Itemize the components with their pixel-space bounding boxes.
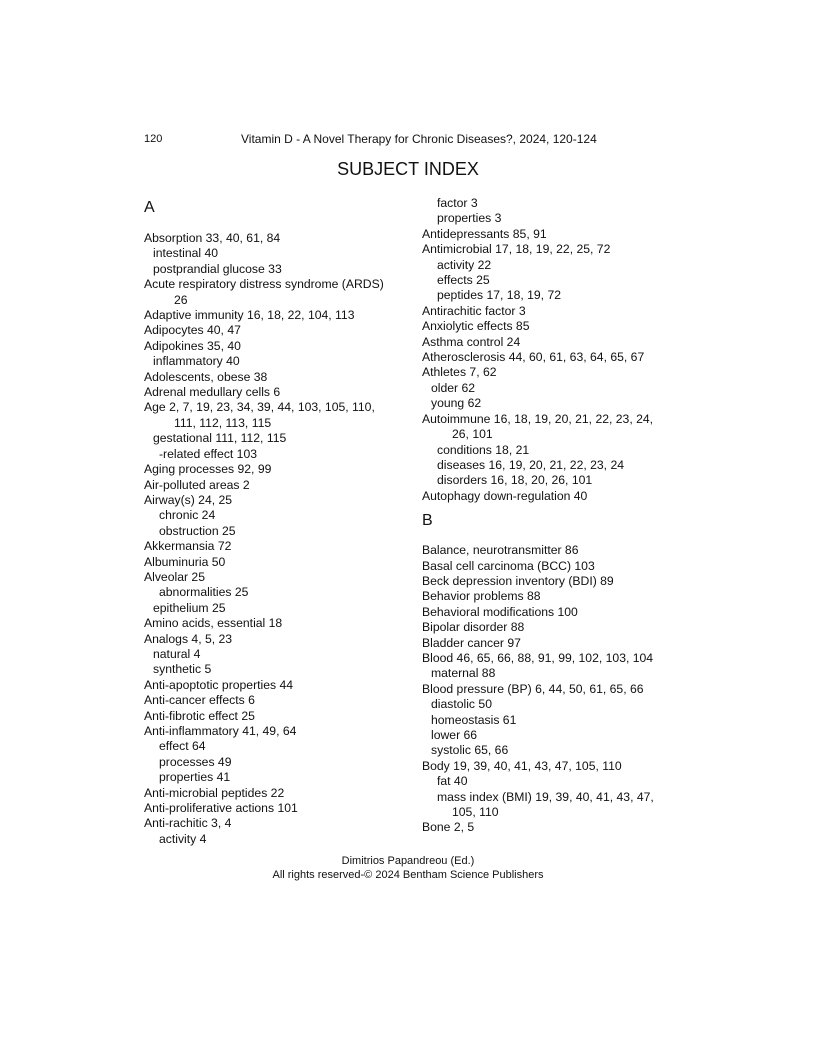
index-entry: Alveolar 25 (144, 569, 205, 584)
index-entry: Adolescents, obese 38 (144, 369, 268, 384)
index-entry: properties 3 (437, 211, 502, 226)
index-entry: Anxiolytic effects 85 (422, 319, 530, 334)
index-entry: postprandial glucose 33 (153, 261, 282, 276)
index-entry: Atherosclerosis 44, 60, 61, 63, 64, 65, 67 (422, 350, 645, 365)
index-entry: Aging processes 92, 99 (144, 462, 272, 477)
index-entry: Akkermansia 72 (144, 539, 232, 554)
footer-rights: All rights reserved-© 2024 Bentham Science Publishers (272, 869, 544, 881)
index-entry: epithelium 25 (153, 600, 226, 615)
page-number: 120 (144, 133, 163, 145)
index-entry: effects 25 (437, 273, 490, 288)
index-entry: diseases 16, 19, 20, 21, 22, 23, 24 (437, 457, 625, 472)
index-entry: Anti-rachitic 3, 4 (144, 816, 232, 831)
index-entry: homeostasis 61 (431, 712, 517, 727)
index-entry: fat 40 (437, 774, 468, 789)
index-entry: peptides 17, 18, 19, 72 (437, 288, 562, 303)
index-entry: mass index (BMI) 19, 39, 40, 41, 43, 47, (437, 789, 654, 804)
index-column-left (144, 196, 414, 847)
index-entry: Adrenal medullary cells 6 (144, 385, 281, 400)
index-entry: Antidepressants 85, 91 (422, 226, 547, 241)
index-entry: conditions 18, 21 (437, 442, 530, 457)
index-entry: activity 22 (437, 257, 492, 272)
index-entry: Athletes 7, 62 (422, 365, 497, 380)
index-entry: Antimicrobial 17, 18, 19, 22, 25, 72 (422, 242, 611, 257)
index-entry: Beck depression inventory (BDI) 89 (422, 573, 614, 588)
index-entry: 26, 101 (452, 427, 493, 442)
index-entry: Anti-cancer effects 6 (144, 693, 255, 708)
index-entry: Autophagy down-regulation 40 (422, 488, 588, 503)
index-entry: disorders 16, 18, 20, 26, 101 (437, 473, 593, 488)
index-entry: systolic 65, 66 (431, 743, 509, 758)
index-entry: Adipokines 35, 40 (144, 338, 241, 353)
page-title: SUBJECT INDEX (337, 159, 479, 179)
index-entry: abnormalities 25 (159, 585, 249, 600)
index-entry: chronic 24 (159, 508, 216, 523)
index-entry: 111, 112, 113, 115 (174, 415, 272, 430)
index-entry: Blood pressure (BP) 6, 44, 50, 61, 65, 66 (422, 681, 644, 696)
index-entry: Bipolar disorder 88 (422, 620, 525, 635)
index-entry: Anti-inflammatory 41, 49, 64 (144, 724, 297, 738)
index-entry: properties 41 (159, 770, 231, 785)
index-entry: activity 4 (159, 831, 207, 846)
index-entry: maternal 88 (431, 666, 496, 681)
index-entry: Autoimmune 16, 18, 19, 20, 21, 22, 23, 24, (422, 411, 654, 426)
index-entry: Albuminuria 50 (144, 554, 226, 569)
index-entry: 26 (174, 292, 188, 307)
index-entry: inflammatory 40 (153, 354, 240, 369)
index-entry: processes 49 (159, 754, 232, 769)
index-entry: Asthma control 24 (422, 334, 521, 349)
index-entry: -related effect 103 (159, 446, 258, 461)
index-entry: lower 66 (431, 728, 478, 742)
index-entry: 105, 110 (452, 805, 499, 820)
index-entry: Absorption 33, 40, 61, 84 (144, 231, 281, 245)
index-entry: Balance, neurotransmitter 86 (422, 543, 579, 558)
index-entry: synthetic 5 (153, 662, 212, 677)
index-entry: Adaptive immunity 16, 18, 22, 104, 113 (144, 308, 355, 323)
index-entry: Adipocytes 40, 47 (144, 323, 241, 338)
footer-editor: Dimitrios Papandreou (Ed.) (341, 855, 475, 867)
index-entry: intestinal 40 (153, 246, 219, 261)
index-entry: Bladder cancer 97 (422, 635, 521, 650)
index-column-right (422, 196, 692, 836)
index-entry: gestational 111, 112, 115 (153, 431, 287, 446)
index-entry: Amino acids, essential 18 (144, 616, 283, 631)
index-entry: Body 19, 39, 40, 41, 43, 47, 105, 110 (422, 758, 622, 773)
index-entry: Anti-apoptotic properties 44 (144, 677, 294, 692)
index-entry: effect 64 (159, 739, 206, 754)
index-entry: young 62 (431, 396, 482, 411)
index-entry: Analogs 4, 5, 23 (144, 631, 233, 646)
index-entry: factor 3 (437, 196, 478, 210)
index-entry: Basal cell carcinoma (BCC) 103 (422, 558, 595, 573)
section-letter: B (422, 512, 433, 530)
index-entry: Behavior problems 88 (422, 589, 541, 604)
running-head: Vitamin D - A Novel Therapy for Chronic Diseases?, 2024, 120-124 (241, 132, 597, 146)
index-entry: natural 4 (153, 646, 201, 661)
index-entry: Acute respiratory distress syndrome (ARDS) (144, 277, 384, 292)
index-entry: Bone 2, 5 (422, 820, 475, 835)
index-entry: Anti-fibrotic effect 25 (144, 708, 255, 723)
index-entry: diastolic 50 (431, 697, 492, 712)
index-entry: older 62 (431, 380, 476, 395)
index-entry: Blood 46, 65, 66, 88, 91, 99, 102, 103, 104 (422, 650, 654, 665)
index-entry: Anti-proliferative actions 101 (144, 801, 298, 816)
index-entry: Air-polluted areas 2 (144, 477, 250, 492)
index-entry: Antirachitic factor 3 (422, 303, 526, 318)
index-entry: Behavioral modifications 100 (422, 604, 578, 619)
index-entry: Anti-microbial peptides 22 (144, 785, 285, 800)
index-entry: Airway(s) 24, 25 (144, 492, 233, 507)
index-entry: Age 2, 7, 19, 23, 34, 39, 44, 103, 105, 110, (144, 400, 375, 415)
section-letter: A (144, 199, 155, 216)
index-entry: obstruction 25 (159, 523, 236, 538)
